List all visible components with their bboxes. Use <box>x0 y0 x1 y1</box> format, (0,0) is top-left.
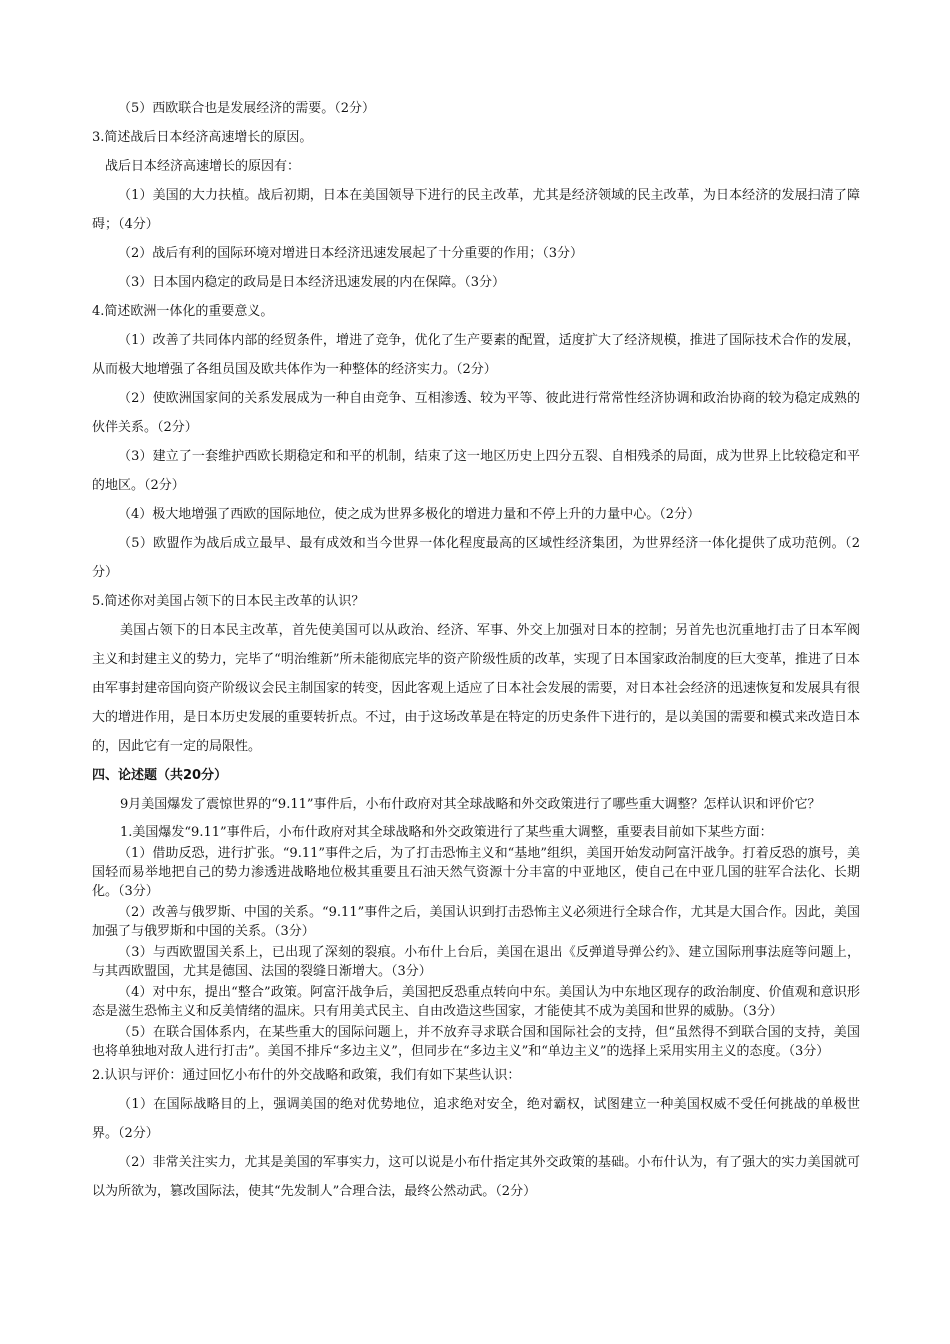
essay-answer-item-4: （4）对中东，提出“整合”政策。阿富汗战争后，美国把反恐重点转向中东。美国认为中东地区现存的政治制度、价值观和意识形态是滋生恐怖主义和反美情绪的温床。只有用美式民主、自由改造这些国家，才能使其不成为美国和世界的威胁。（3分） <box>92 985 860 1019</box>
answer-3-item-3: （3）日本国内稳定的政局是日本经济迅速发展的内在保障。（3分） <box>118 275 506 290</box>
essay-question: 9月美国爆发了震惊世界的“9.11”事件后，小布什政府对其全球战略和外交政策进行了哪些重大调整？怎样认识和评价它？ <box>120 797 821 812</box>
answer-3-intro: 战后日本经济高速增长的原因有： <box>105 159 301 174</box>
answer-4-item-4: （4）极大地增强了西欧的国际地位，使之成为世界多极化的增进力量和不停上升的力量中心。（2分） <box>118 507 701 522</box>
question-3-title: 3.简述战后日本经济高速增长的原因。 <box>92 130 313 145</box>
answer-3-item-1: （1）美国的大力扶植。战后初期，日本在美国领导下进行的民主改革，尤其是经济领域的民主改革，为日本经济的发展扫清了障碍；（4分） <box>92 188 860 232</box>
answer-4-item-1: （1）改善了共同体内部的经贸条件，增进了竞争，优化了生产要素的配置，适度扩大了经济规模，推进了国际技术合作的发展，从而极大地增强了各组员国及欧共体作为一种整体的经济实力。（2分） <box>92 333 860 377</box>
essay-answer-item-3: （3）与西欧盟国关系上，已出现了深刻的裂痕。小布什上台后，美国在退出《反弹道导弹公约》、建立国际刑事法庭等问题上，与其西欧盟国，尤其是德国、法国的裂缝日渐增大。（3分） <box>92 945 860 979</box>
answer-4-item-2: （2）使欧洲国家间的关系发展成为一种自由竞争、互相渗透、较为平等、彼此进行常常性经济协调和政治协商的较为稳定成熟的伙伴关系。（2分） <box>92 391 860 435</box>
essay-answer-part-2-title: 2.认识与评价：通过回忆小布什的外交战略和政策，我们有如下某些认识： <box>92 1068 521 1083</box>
essay-answer-intro: 1.美国爆发“9.11”事件后，小布什政府对其全球战略和外交政策进行了某些重大调整，重要表目前如下某些方面： <box>120 825 773 840</box>
answer-3-item-2: （2）战后有利的国际环境对增进日本经济迅速发展起了十分重要的作用；（3分） <box>118 246 584 261</box>
answer-4-item-3: （3）建立了一套维护西欧长期稳定和和平的机制，结束了这一地区历史上四分五裂、自相残杀的局面，成为世界上比较稳定和平的地区。（2分） <box>92 449 860 493</box>
question-4-title: 4.简述欧洲一体化的重要意义。 <box>92 304 274 319</box>
essay-answer-item-2: （2）改善与俄罗斯、中国的关系。“9.11”事件之后，美国认识到打击恐怖主义必须进行全球合作，尤其是大国合作。因此，美国加强了与俄罗斯和中国的关系。（3分） <box>92 905 860 939</box>
essay-answer-item-1: （1）借助反恐，进行扩张。“9.11”事件之后，为了打击恐怖主义和“基地”组织，美国开始发动阿富汗战争。打着反恐的旗号，美国轻而易举地把自己的势力渗透进战略地位极其重要且石油天然气资源十分丰富的中亚地区，使自己在中亚几国的驻军合法化、长期化。（3分） <box>92 846 860 899</box>
essay-answer-part-1 <box>92 823 860 1061</box>
section-4-heading: 四、论述题（共20分） <box>92 768 228 783</box>
answer-5-body: 美国占领下的日本民主改革，首先使美国可以从政治、经济、军事、外交上加强对日本的控制；另首先也沉重地打击了日本军阀主义和封建主义的势力，完毕了“明治维新”所未能彻底完毕的资产阶级性质的改革，实现了日本国家政治制度的巨大变革，推进了日本由军事封建帝国向资产阶级议会民主制国家的转变，因此客观上适应了日本社会发展的需要，对日本社会经济的迅速恢复和发展具有很大的增进作用，是日本历史发展的重要转折点。不过，由于这场改革是在特定的历史条件下进行的，是以美国的需要和模式来改造日本的，因此它有一定的局限性。 <box>92 623 860 754</box>
document-page <box>92 94 860 1206</box>
question-5-title: 5.简述你对美国占领下的日本民主改革的认识？ <box>92 594 365 609</box>
essay-evaluation-item-1: （1）在国际战略目的上，强调美国的绝对优势地位，追求绝对安全，绝对霸权，试图建立一种美国权威不受任何挑战的单极世界。（2分） <box>92 1097 860 1141</box>
answer-item-1-5: （5）西欧联合也是发展经济的需要。（2分） <box>118 101 376 116</box>
essay-answer-item-5: （5）在联合国体系内，在某些重大的国际问题上，并不放弃寻求联合国和国际社会的支持，但“虽然得不到联合国的支持，美国也将单独地对敌人进行打击”。美国不排斥“多边主义”，但同步在“多边主义”和“单边主义”的选择上采用实用主义的态度。（3分） <box>92 1025 860 1059</box>
answer-4-item-5: （5）欧盟作为战后成立最早、最有成效和当今世界一体化程度最高的区域性经济集团，为世界经济一体化提供了成功范例。（2分） <box>92 536 860 580</box>
essay-evaluation-item-2: （2）非常关注实力，尤其是美国的军事实力，这可以说是小布什指定其外交政策的基础。小布什认为，有了强大的实力美国就可以为所欲为，篡改国际法，使其“先发制人”合理合法，最终公然动武。（2分） <box>92 1155 860 1199</box>
